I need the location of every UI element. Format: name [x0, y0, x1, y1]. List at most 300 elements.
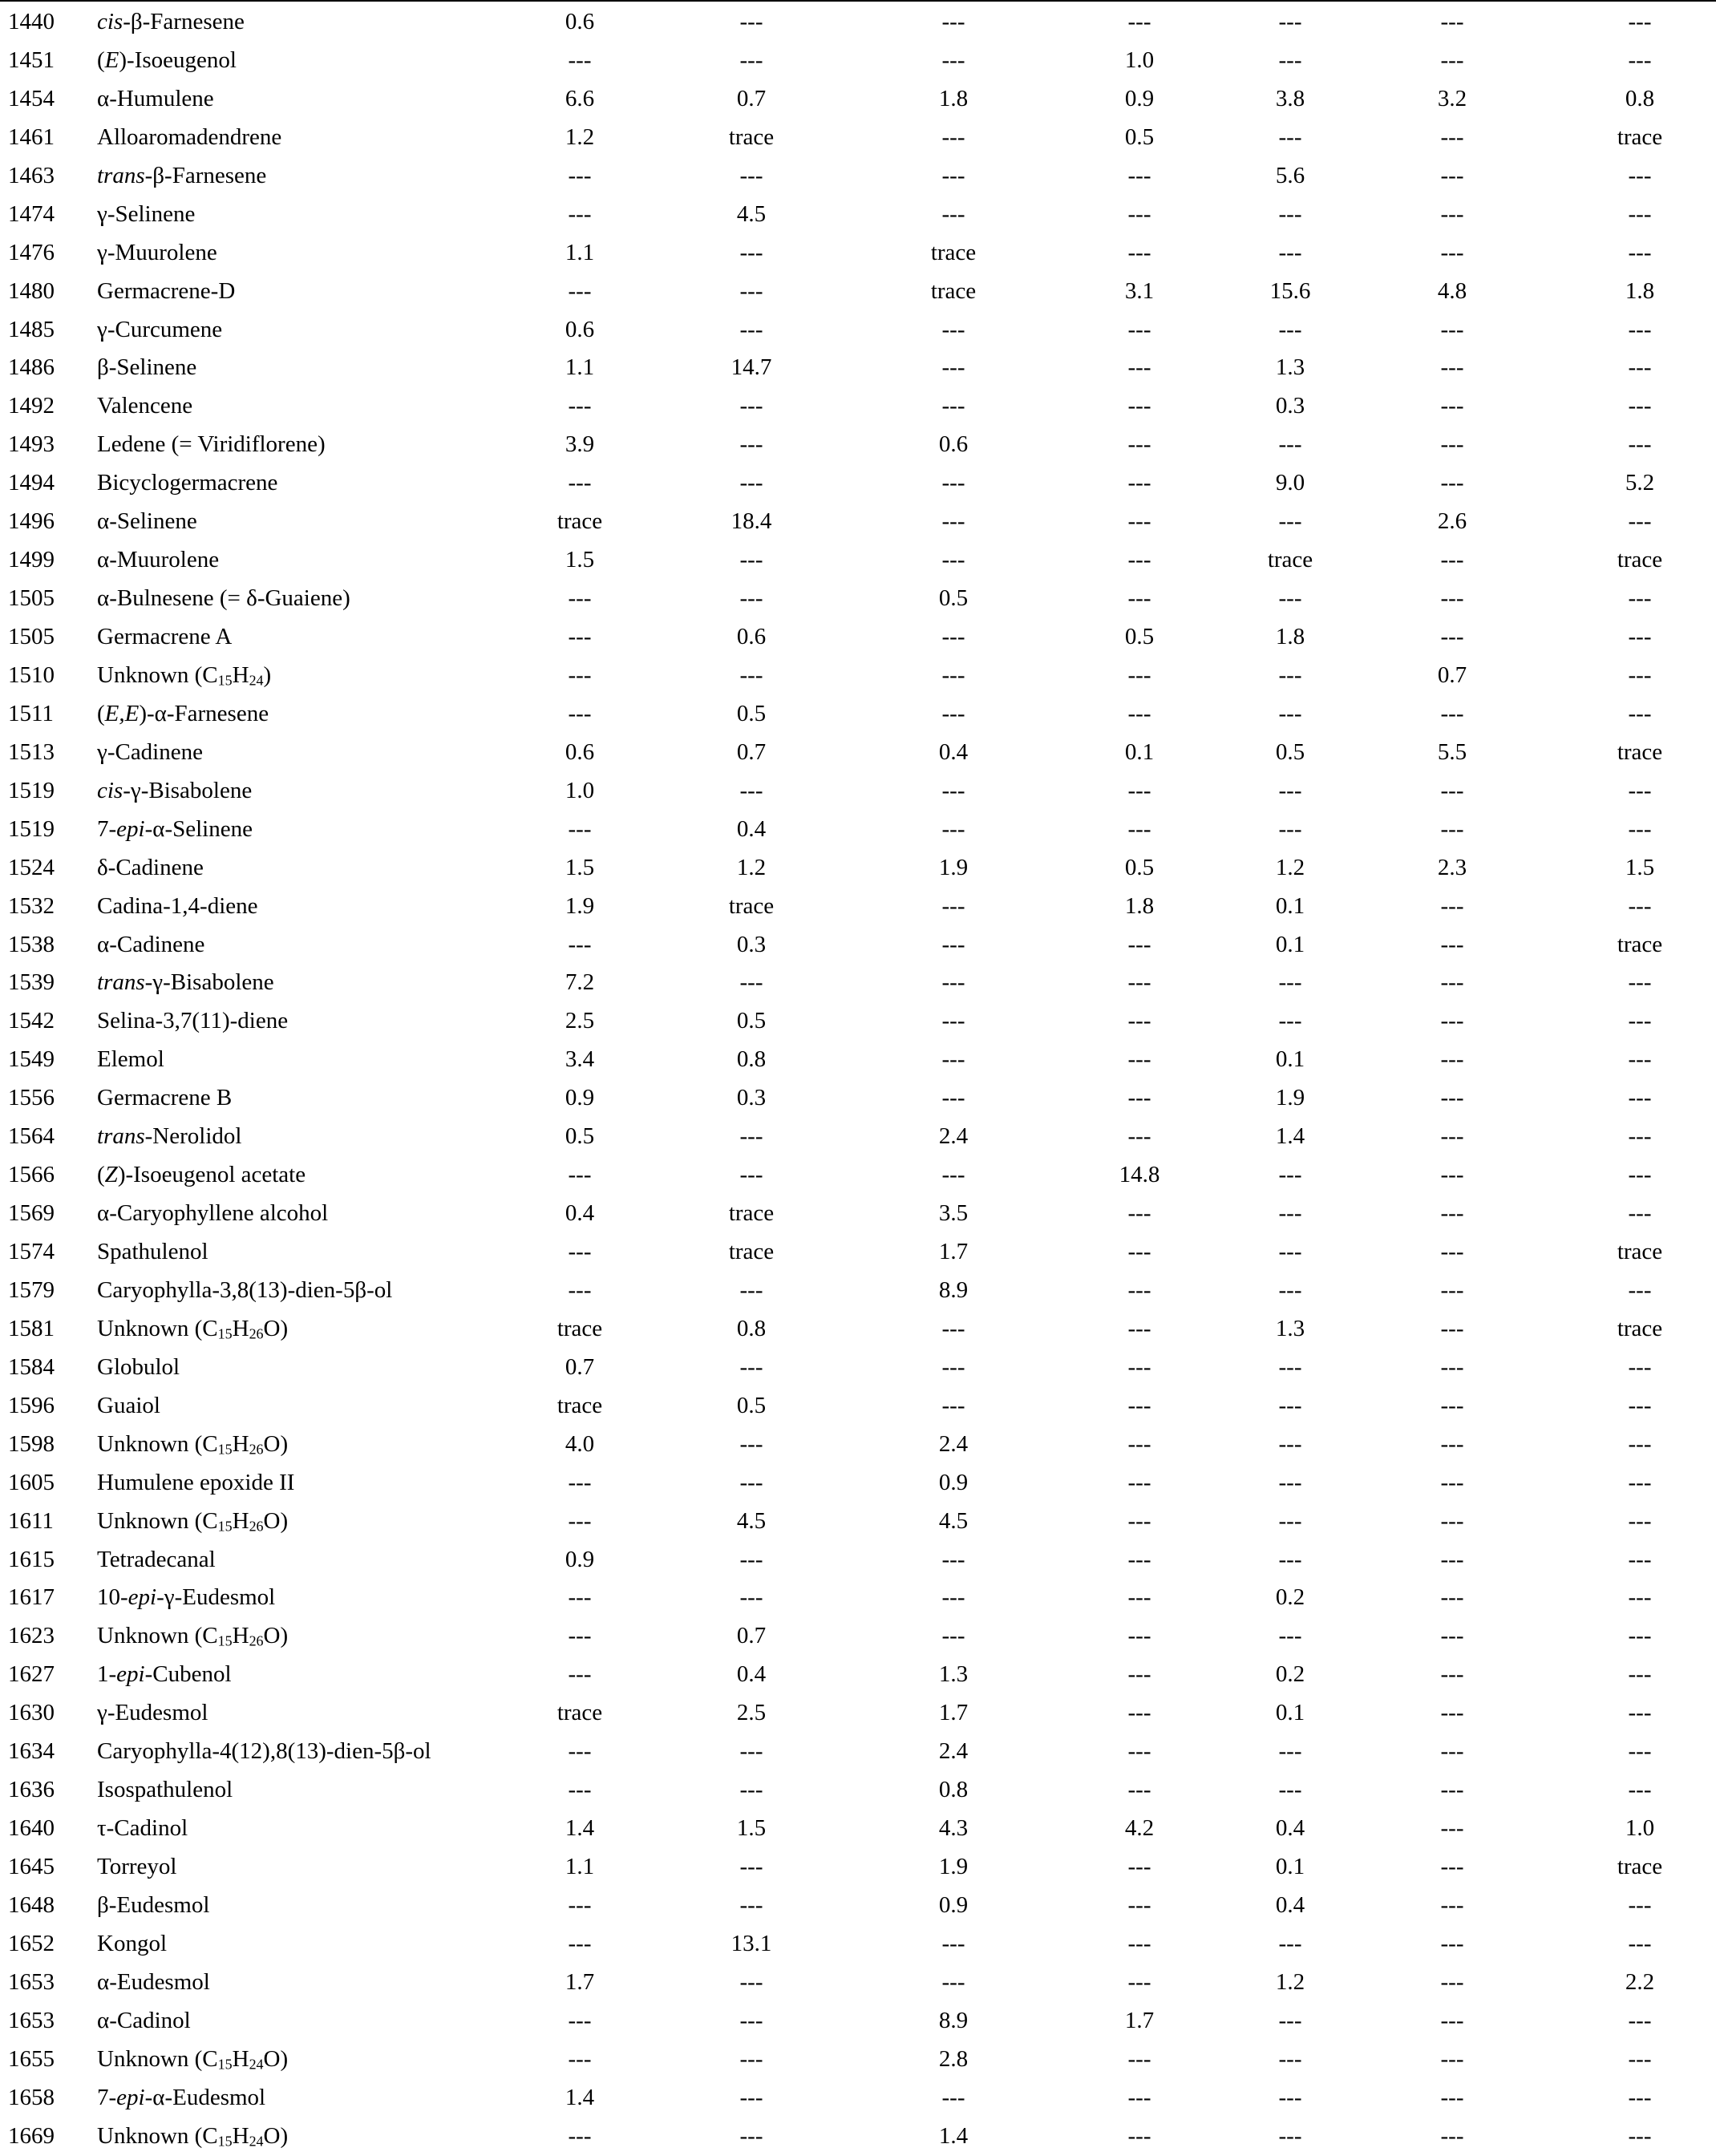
- value-cell-col6: ---: [1440, 1930, 1464, 1956]
- table-row: [0, 1118, 1716, 1156]
- value-cell-col2: 0.8: [736, 1046, 767, 1073]
- value-cell-col3: 1.9: [938, 1854, 969, 1879]
- value-cell-col2: ---: [739, 777, 763, 803]
- compound-name: [97, 464, 277, 503]
- value-cell-col7: ---: [1628, 1930, 1652, 1956]
- value-cell-col6: ---: [1440, 1046, 1464, 1073]
- retention-index: 1574: [8, 1239, 55, 1264]
- table-row: [0, 311, 1716, 350]
- retention-index: 1494: [8, 470, 55, 496]
- value-cell-col3: 0.5: [938, 585, 969, 612]
- value-cell-col6: ---: [1440, 815, 1464, 842]
- value-cell-col5: 3.8: [1275, 85, 1305, 111]
- retention-index: 1669: [8, 2122, 55, 2149]
- name-text: Germacrene A: [97, 624, 233, 649]
- value-cell-col4: ---: [1127, 354, 1151, 381]
- retention-index: 1652: [8, 1930, 55, 1956]
- value-cell-col2: trace: [728, 1239, 775, 1264]
- value-cell-col5: ---: [1278, 1469, 1302, 1495]
- name-text: α-Cadinol: [97, 2007, 191, 2033]
- value-cell-col7: trace: [1617, 1315, 1663, 1341]
- table-row: [0, 196, 1716, 234]
- value-cell-col7: ---: [1628, 700, 1652, 726]
- value-cell-col6: 5.5: [1437, 738, 1467, 765]
- retention-index: 1505: [8, 585, 55, 612]
- table-row: [0, 157, 1716, 196]
- name-text: (: [97, 47, 105, 73]
- value-cell-col2: ---: [739, 1353, 763, 1380]
- value-cell-col6: 0.7: [1437, 661, 1467, 688]
- value-cell-col1: trace: [556, 1700, 603, 1726]
- value-cell-col4: 4.2: [1124, 1815, 1155, 1842]
- formula-subscript: 26: [249, 1632, 264, 1649]
- value-cell-col7: trace: [1617, 1239, 1663, 1264]
- value-cell-col1: 0.6: [565, 316, 595, 342]
- value-cell-col2: 0.7: [736, 738, 767, 765]
- value-cell-col5: 1.8: [1275, 624, 1305, 649]
- value-cell-col4: ---: [1127, 162, 1151, 188]
- value-cell-col7: ---: [1628, 431, 1652, 458]
- value-cell-col5: ---: [1278, 1200, 1302, 1227]
- value-cell-col6: ---: [1440, 1815, 1464, 1842]
- value-cell-col5: ---: [1278, 969, 1302, 996]
- value-cell-col7: ---: [1628, 2007, 1652, 2033]
- value-cell-col4: ---: [1127, 1315, 1151, 1341]
- name-text: β-Selinene: [97, 354, 197, 381]
- value-cell-col4: ---: [1127, 1854, 1151, 1879]
- value-cell-col1: 0.9: [565, 1085, 595, 1111]
- value-cell-col5: ---: [1278, 431, 1302, 458]
- retention-index: 1463: [8, 162, 55, 188]
- value-cell-col6: ---: [1440, 1891, 1464, 1918]
- value-cell-col6: ---: [1440, 316, 1464, 342]
- compound-name: [97, 1002, 288, 1041]
- value-cell-col6: ---: [1440, 1507, 1464, 1534]
- value-cell-col4: ---: [1127, 431, 1151, 458]
- value-cell-col6: ---: [1440, 1008, 1464, 1034]
- value-cell-col4: ---: [1127, 1777, 1151, 1803]
- value-cell-col1: ---: [568, 277, 592, 304]
- value-cell-col4: ---: [1127, 1200, 1151, 1227]
- value-cell-col5: 0.4: [1275, 1815, 1305, 1842]
- value-cell-col5: ---: [1278, 508, 1302, 535]
- value-cell-col6: ---: [1440, 1123, 1464, 1150]
- table-row: [0, 464, 1716, 503]
- value-cell-col2: ---: [739, 277, 763, 304]
- value-cell-col2: 18.4: [731, 508, 772, 535]
- value-cell-col4: ---: [1127, 1661, 1151, 1688]
- value-cell-col5: ---: [1278, 47, 1302, 73]
- table-row: [0, 1810, 1716, 1848]
- retention-index: 1645: [8, 1854, 55, 1879]
- value-cell-col5: ---: [1278, 815, 1302, 842]
- compound-name: [97, 387, 192, 426]
- retention-index: 1532: [8, 892, 55, 919]
- value-cell-col2: ---: [739, 1891, 763, 1918]
- value-cell-col4: ---: [1127, 9, 1151, 34]
- value-cell-col7: ---: [1628, 969, 1652, 996]
- table-row: [0, 1964, 1716, 2002]
- value-cell-col7: ---: [1628, 624, 1652, 649]
- retention-index: 1493: [8, 431, 55, 458]
- value-cell-col6: ---: [1440, 200, 1464, 227]
- value-cell-col2: 2.5: [736, 1700, 767, 1726]
- value-cell-col4: ---: [1127, 1430, 1151, 1457]
- retention-index: 1524: [8, 854, 55, 880]
- value-cell-col3: ---: [941, 316, 965, 342]
- value-cell-col7: ---: [1628, 1392, 1652, 1418]
- value-cell-col2: trace: [728, 1200, 775, 1227]
- name-text: Kongol: [97, 1930, 167, 1956]
- value-cell-col4: ---: [1127, 393, 1151, 419]
- value-cell-col6: ---: [1440, 431, 1464, 458]
- value-cell-col4: ---: [1127, 547, 1151, 573]
- value-cell-col5: ---: [1278, 1738, 1302, 1765]
- value-cell-col5: ---: [1278, 1392, 1302, 1418]
- value-cell-col3: ---: [941, 47, 965, 73]
- value-cell-col4: ---: [1127, 1930, 1151, 1956]
- formula-subscript: 26: [249, 1325, 264, 1342]
- value-cell-col6: ---: [1440, 2045, 1464, 2072]
- value-cell-col5: 1.4: [1275, 1123, 1305, 1150]
- value-cell-col5: 1.2: [1275, 1968, 1305, 1995]
- retention-index: 1581: [8, 1315, 55, 1341]
- value-cell-col2: 13.1: [731, 1930, 772, 1956]
- retention-index: 1513: [8, 738, 55, 765]
- value-cell-col7: ---: [1628, 1123, 1652, 1150]
- compound-name: [97, 618, 232, 657]
- table-row: [0, 349, 1716, 387]
- value-cell-col2: 0.5: [736, 700, 767, 726]
- value-cell-col6: ---: [1440, 1661, 1464, 1688]
- value-cell-col4: ---: [1127, 1085, 1151, 1111]
- value-cell-col6: ---: [1440, 1200, 1464, 1227]
- italic-prefix: E: [104, 47, 119, 73]
- value-cell-col7: ---: [1628, 1353, 1652, 1380]
- value-cell-col4: ---: [1127, 508, 1151, 535]
- value-cell-col6: ---: [1440, 1085, 1464, 1111]
- value-cell-col4: 1.8: [1124, 892, 1155, 919]
- compound-name: [97, 888, 258, 926]
- name-text: α-Bulnesene (= δ-Guaiene): [97, 585, 350, 612]
- value-cell-col3: 3.5: [938, 1200, 969, 1227]
- value-cell-col3: 2.4: [938, 1738, 969, 1765]
- value-cell-col7: ---: [1628, 200, 1652, 227]
- value-cell-col6: 2.3: [1437, 854, 1467, 880]
- table-row: [0, 1156, 1716, 1195]
- value-cell-col6: ---: [1440, 1353, 1464, 1380]
- value-cell-col4: ---: [1127, 1123, 1151, 1150]
- value-cell-col3: 2.4: [938, 1430, 969, 1457]
- retention-index: 1496: [8, 508, 55, 535]
- retention-index: 1648: [8, 1891, 55, 1918]
- value-cell-col5: 15.6: [1269, 277, 1311, 304]
- value-cell-col6: ---: [1440, 239, 1464, 265]
- value-cell-col6: ---: [1440, 1430, 1464, 1457]
- value-cell-col4: ---: [1127, 200, 1151, 227]
- value-cell-col7: ---: [1628, 1700, 1652, 1726]
- compound-name: [97, 1887, 209, 1925]
- compound-name: [97, 196, 195, 234]
- formula-subscript: 15: [217, 1632, 233, 1649]
- compound-name: [97, 1503, 288, 1541]
- value-cell-col3: ---: [941, 162, 965, 188]
- compound-name: [97, 1041, 164, 1079]
- name-text: Unknown (C: [97, 1315, 218, 1341]
- table-row: [0, 1195, 1716, 1233]
- value-cell-col4: ---: [1127, 585, 1151, 612]
- value-cell-col6: ---: [1440, 585, 1464, 612]
- name-text: Caryophylla-4(12),8(13)-dien-5β-ol: [97, 1738, 431, 1765]
- value-cell-col1: ---: [568, 585, 592, 612]
- value-cell-col4: ---: [1127, 1584, 1151, 1611]
- table-row: [0, 42, 1716, 80]
- value-cell-col1: ---: [568, 1584, 592, 1611]
- value-cell-col5: ---: [1278, 1162, 1302, 1188]
- value-cell-col2: ---: [739, 1738, 763, 1765]
- retention-index: 1623: [8, 1623, 55, 1649]
- table-row: [0, 1387, 1716, 1426]
- value-cell-col2: 4.5: [736, 1507, 767, 1534]
- value-cell-col1: trace: [556, 1392, 603, 1418]
- value-cell-col1: trace: [556, 1315, 603, 1341]
- value-cell-col3: 1.7: [938, 1700, 969, 1726]
- value-cell-col7: ---: [1628, 1623, 1652, 1649]
- value-cell-col3: ---: [941, 9, 965, 34]
- name-text: Globulol: [97, 1353, 180, 1380]
- retention-index: 1598: [8, 1430, 55, 1457]
- name-text: (: [97, 700, 105, 726]
- retention-index: 1655: [8, 2045, 55, 2072]
- compound-name: [97, 964, 274, 1002]
- compound-name: [97, 1426, 288, 1464]
- value-cell-col5: 1.3: [1275, 1315, 1305, 1341]
- value-cell-col5: ---: [1278, 1623, 1302, 1649]
- name-text: α-Cadinene: [97, 931, 205, 957]
- value-cell-col2: ---: [739, 47, 763, 73]
- value-cell-col2: ---: [739, 1162, 763, 1188]
- value-cell-col4: ---: [1127, 1276, 1151, 1303]
- compound-name: [97, 2118, 288, 2156]
- value-cell-col3: ---: [941, 1162, 965, 1188]
- value-cell-col2: ---: [739, 470, 763, 496]
- compound-name: [97, 580, 350, 618]
- value-cell-col2: ---: [739, 239, 763, 265]
- value-cell-col2: ---: [739, 1777, 763, 1803]
- value-cell-col5: 0.1: [1275, 1700, 1305, 1726]
- value-cell-col7: ---: [1628, 1777, 1652, 1803]
- compound-name: [97, 1195, 328, 1233]
- value-cell-col5: 5.6: [1275, 162, 1305, 188]
- table-row: [0, 3, 1716, 42]
- retention-index: 1653: [8, 2007, 55, 2033]
- name-text: Germacrene B: [97, 1085, 233, 1111]
- value-cell-col3: ---: [941, 1930, 965, 1956]
- value-cell-col4: ---: [1127, 931, 1151, 957]
- compound-name: [97, 1233, 208, 1272]
- value-cell-col3: 4.3: [938, 1815, 969, 1842]
- value-cell-col3: ---: [941, 1046, 965, 1073]
- value-cell-col1: ---: [568, 931, 592, 957]
- value-cell-col1: ---: [568, 700, 592, 726]
- retention-index: 1584: [8, 1353, 55, 1380]
- value-cell-col2: 14.7: [731, 354, 772, 381]
- value-cell-col3: ---: [941, 1353, 965, 1380]
- value-cell-col3: ---: [941, 931, 965, 957]
- formula-subscript: 15: [217, 672, 233, 689]
- table-row: [0, 772, 1716, 811]
- value-cell-col4: ---: [1127, 1891, 1151, 1918]
- table-row: [0, 618, 1716, 657]
- italic-prefix: epi: [116, 2084, 145, 2110]
- value-cell-col1: 1.1: [565, 1854, 595, 1879]
- value-cell-col6: ---: [1440, 2084, 1464, 2110]
- retention-index: 1539: [8, 969, 55, 996]
- name-text: Bicyclogermacrene: [97, 470, 278, 496]
- value-cell-col6: 3.2: [1437, 85, 1467, 111]
- value-cell-col7: trace: [1617, 547, 1663, 573]
- value-cell-col3: ---: [941, 1584, 965, 1611]
- value-cell-col7: ---: [1628, 1430, 1652, 1457]
- value-cell-col5: 1.2: [1275, 854, 1305, 880]
- value-cell-col6: ---: [1440, 700, 1464, 726]
- value-cell-col5: 1.9: [1275, 1085, 1305, 1111]
- value-cell-col4: ---: [1127, 1546, 1151, 1572]
- value-cell-col1: ---: [568, 1891, 592, 1918]
- retention-index: 1499: [8, 547, 55, 573]
- value-cell-col2: trace: [728, 892, 775, 919]
- retention-index: 1542: [8, 1008, 55, 1034]
- value-cell-col1: ---: [568, 1239, 592, 1264]
- retention-index: 1611: [8, 1507, 54, 1534]
- name-text: H: [232, 1507, 249, 1534]
- value-cell-col3: ---: [941, 700, 965, 726]
- value-cell-col4: ---: [1127, 2084, 1151, 2110]
- value-cell-col6: ---: [1440, 547, 1464, 573]
- compound-name: [97, 811, 253, 849]
- table-row: [0, 1464, 1716, 1503]
- table-row: [0, 2041, 1716, 2079]
- value-cell-col6: ---: [1440, 1777, 1464, 1803]
- value-cell-col1: ---: [568, 661, 592, 688]
- compound-name: [97, 1694, 208, 1733]
- value-cell-col1: 0.6: [565, 738, 595, 765]
- table-row: [0, 1848, 1716, 1887]
- value-cell-col4: ---: [1127, 969, 1151, 996]
- value-cell-col7: ---: [1628, 1200, 1652, 1227]
- value-cell-col1: ---: [568, 1661, 592, 1688]
- value-cell-col3: ---: [941, 547, 965, 573]
- name-text: )-Isoeugenol: [119, 47, 237, 73]
- value-cell-col5: 0.1: [1275, 1046, 1305, 1073]
- retention-index: 1556: [8, 1085, 55, 1111]
- retention-index: 1440: [8, 9, 55, 34]
- retention-index: 1485: [8, 316, 55, 342]
- value-cell-col2: ---: [739, 1854, 763, 1879]
- value-cell-col7: ---: [1628, 47, 1652, 73]
- value-cell-col7: ---: [1628, 1162, 1652, 1188]
- retention-index: 1640: [8, 1815, 55, 1842]
- table-row: [0, 273, 1716, 311]
- value-cell-col2: ---: [739, 547, 763, 573]
- table-row: [0, 1541, 1716, 1580]
- value-cell-col4: 0.5: [1124, 624, 1155, 649]
- value-cell-col3: ---: [941, 123, 965, 150]
- formula-subscript: 26: [249, 1441, 264, 1458]
- name-text: O): [263, 1623, 289, 1649]
- table-row: [0, 1079, 1716, 1118]
- table-row: [0, 2079, 1716, 2118]
- value-cell-col2: 0.7: [736, 1623, 767, 1649]
- value-cell-col7: ---: [1628, 815, 1652, 842]
- italic-prefix: cis: [97, 777, 123, 803]
- value-cell-col7: ---: [1628, 2084, 1652, 2110]
- value-cell-col5: ---: [1278, 9, 1302, 34]
- value-cell-col7: 2.2: [1625, 1968, 1655, 1995]
- value-cell-col4: ---: [1127, 2045, 1151, 2072]
- compound-name: [97, 42, 237, 80]
- name-text: H: [232, 2122, 249, 2149]
- value-cell-col4: ---: [1127, 1738, 1151, 1765]
- value-cell-col1: ---: [568, 162, 592, 188]
- formula-subscript: 24: [249, 2056, 264, 2073]
- value-cell-col4: 0.1: [1124, 738, 1155, 765]
- compound-name: [97, 1964, 210, 2002]
- retention-index: 1569: [8, 1200, 55, 1227]
- value-cell-col7: ---: [1628, 9, 1652, 34]
- name-text: Unknown (C: [97, 1623, 218, 1649]
- value-cell-col4: ---: [1127, 2122, 1151, 2149]
- value-cell-col2: ---: [739, 431, 763, 458]
- value-cell-col7: trace: [1617, 931, 1663, 957]
- retention-index: 1461: [8, 123, 55, 150]
- value-cell-col7: ---: [1628, 777, 1652, 803]
- value-cell-col4: ---: [1127, 1507, 1151, 1534]
- italic-prefix: epi: [116, 1661, 145, 1688]
- value-cell-col3: 4.5: [938, 1507, 969, 1534]
- value-cell-col7: ---: [1628, 1469, 1652, 1495]
- value-cell-col6: ---: [1440, 1623, 1464, 1649]
- table-row: [0, 1503, 1716, 1541]
- value-cell-col7: trace: [1617, 738, 1663, 765]
- name-text: Humulene epoxide II: [97, 1469, 295, 1495]
- value-cell-col6: 2.6: [1437, 508, 1467, 535]
- value-cell-col3: 0.9: [938, 1469, 969, 1495]
- value-cell-col7: ---: [1628, 162, 1652, 188]
- value-cell-col6: 4.8: [1437, 277, 1467, 304]
- value-cell-col2: ---: [739, 1123, 763, 1150]
- value-cell-col5: 0.1: [1275, 892, 1305, 919]
- value-cell-col1: 3.9: [565, 431, 595, 458]
- value-cell-col3: ---: [941, 969, 965, 996]
- value-cell-col1: ---: [568, 1623, 592, 1649]
- value-cell-col7: ---: [1628, 1661, 1652, 1688]
- formula-subscript: 15: [217, 1325, 233, 1342]
- compound-name: [97, 1387, 160, 1426]
- name-text: Guaiol: [97, 1392, 160, 1418]
- name-text: 1-: [97, 1661, 117, 1688]
- value-cell-col6: ---: [1440, 1276, 1464, 1303]
- value-cell-col1: trace: [556, 508, 603, 535]
- compound-name: [97, 2079, 265, 2118]
- value-cell-col6: ---: [1440, 1546, 1464, 1572]
- table-row: [0, 1041, 1716, 1079]
- value-cell-col7: ---: [1628, 393, 1652, 419]
- name-text: γ-Muurolene: [97, 239, 217, 265]
- value-cell-col7: 5.2: [1625, 470, 1655, 496]
- formula-subscript: 24: [249, 2133, 264, 2150]
- value-cell-col6: ---: [1440, 931, 1464, 957]
